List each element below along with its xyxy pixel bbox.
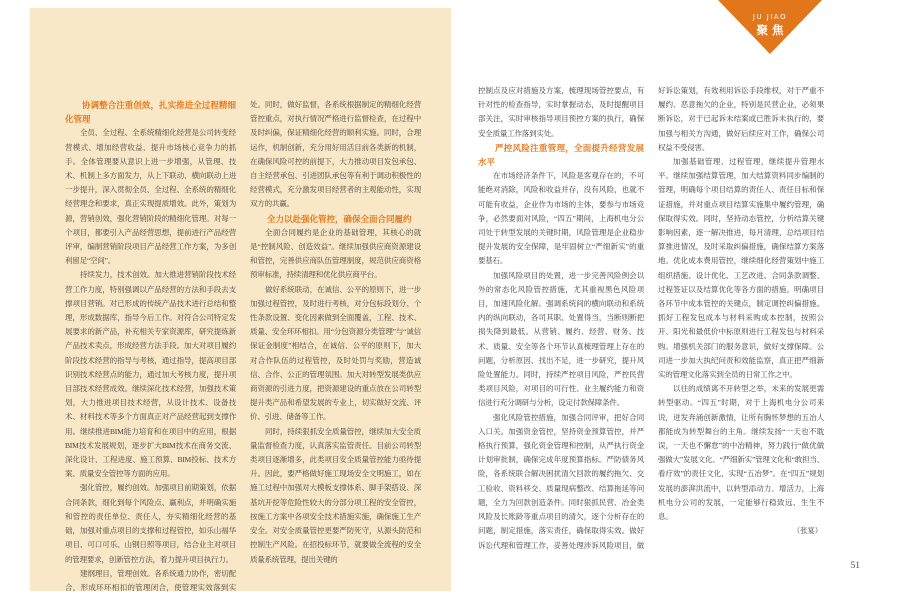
paragraph: 以往的成绩离不开转型之举，未来的发展更需转型驱动。“四五”时期，对于上海机电分公司来说，迸发奔涌创新激情，让所有胸怀梦想的五冶人都能成为转型舞台的主角。继续发扬“一天也不耽误，一天也不懈怠”的中冶精神，努力践行“做优做强做大”发展文化、“严细新实”管理文化和“敢担当、看疗效”的责任文化，实现“五冶梦”。在“四五”规划发展的澎湃洪流中，以转型添动力、增活力，上海机电分公司的发展，一定能够行稳致远、生生不息。	[658, 384, 824, 522]
paragraph: 同时，持续狠抓安全质量管控，继续加大安全质量监督检查力度，认真落实监管责任。目前公司转型类项目逐渐增多，此类项目安全质量管控能力亟待提升。因此，要严格做好施工现场安全文明施工，如在施工过程中加强对大模板支撑体系、脚手架搭设、深基坑开挖等危险性较大的分部分项工程的安全管控，按施工方案中各项安全技术措施实施，确保施工生产安全。对安全质量管控更要严防死守，从源头防范和控制生产风险。在招投标环节，就要做全流程的安全质量系统管理，提出关键的	[250, 426, 421, 564]
logo-title-text: 聚焦	[756, 25, 788, 37]
paragraph: 加强基础管理、过程管理，继续提升管理水平。继续加强结算管理，加大结算资料同步编制的管理，明确每个项目结算的责任人、责任目标和保证措施，并对重点项目结算实施集中履约管理，确保取得实效。同时，坚持动态管控，分析结算关键影响因素，逐一解决推进，每月清理、总结项目结算推进情况，及时采取纠偏措施，确保结算方案落地。优化成本费用管控，继续细化经营策划中施工组织措施、设计优化、工艺改进、合同条款调整、过程签证以及结算优化等各方面的措施。明确项目各环节中成本管控的关键点，制定调控纠偏措施。抓好工程发包成本与材料采购成本控制，按照公开、阳光和最低价中标原则进行工程发包与材料采购。增强机关部门的服务意识，做好支撑保障。公司进一步加大执纪问责和效能监察，真正把严细新实的管理文化落实到全员的日常工作之中。	[658, 157, 824, 380]
paragraph: 强化管控，履约创效。加强项目前期策划，依据合同条款，细化到每个风险点、赢利点，并明确实施和管控的责任单位、责任人，夯实精细化经营的基础，加强对重点项目的支撑和过程管控，如乐山福华项目、可口可乐、山钢日照等项目，结合业主对项目的管理要求，创新管控方法，着力提升项目执行力。	[65, 483, 236, 564]
paragraph: 加强风险项目的处置，进一步完善风险例会以外的常态化风险管控措施，尤其重视黑色风险项目，加速风险化解。强调系统间的横向联动和系统内的纵向联动，各司其职、处置得当，当断则断把损失降到最低。从营销、履约、经营、财务、技术、质量、安全等各个环节认真梳理管理上存在的问题，分析原因、找出不足，进一步研究，提升风险处置能力。同时，持续严控项目风险，严控民营类项目风险，对项目的可行性、业主履约能力和资信进行充分调研与分析，设定付款保障条件。	[478, 270, 644, 408]
right-page	[452, 0, 900, 600]
page-number: 51	[850, 561, 860, 571]
paragraph: 全员、全过程、全系统精细化经营是公司转变经营模式、增加经营收益、提升市场核心竞争力的抓手。全体管理要从意识上进一步增强，从管理、技术、机制上多方面发力，从上下联动、横向联动上进一步提升，深入贯彻全员、全过程、全系统的精细化经营理念和要求，真正实现提质增效。此外，策划为源，营销创效，强化营销阶段的精细化管理。对每一个项目，都要引入产品经营思想，提前进行产品经营评审，编制营销阶段项目产品经营工作方案，为多创利留足“空间”。	[65, 128, 236, 266]
jujiao-section-logo	[718, 0, 822, 54]
paragraph: 做好系统联动，在诚信、公平的原则下，进一步加强过程管控，及时进行考核，对分包标段划分、个性条款设置、变化因素做到全面覆盖，工程、技术、质量、安全环环相扣。用“分包资源分类管理”与“诚信保证金制度”相结合，在诚信、公平的原则下，加大对合作队伍的过程管控，及时处罚与奖励，营造诚信、合作、公正的管理氛围。加大对转型发展类供应商资源的引进力度，把资源建设的重点放在公司转型提升类产品和希望发展的专业上，切实做好交流、评价、引进、储备等工作。	[250, 284, 421, 422]
author-byline: （张宴）	[792, 526, 822, 536]
paragraph: 建纲理目，管理创效。各系统通力协作，密切配合，形成环环相扣的管理闭合，使管理实效落到实处。同时，做好监督，各系统根据制定的精细化经营管控重点，对执行情况严格进行监督检查，在过程中及时纠偏，保证精细化经营的顺利实施。同时，合理运作，机制创新，充分用好用活目前各类新的机制，在确保风险可控的前提下，大力推动项目发包承包、自主经营承包、引进团队承包等有利于调动积极性的经营模式，充分激发项目经营者的主观能动性，实现双方的共赢。	[65, 100, 421, 592]
left-page-text-columns	[65, 98, 421, 595]
paragraph: 持续发力，技术创效。加大推进营销阶段技术经营工作力度，特别强调以产品经营的方法和手段去支撑项目营销。对已形成的传统产品技术进行总结和整理，形成数据库，指导今后工作。对符合公司特定发展要求的新产品，补充相关专家资源库，研究提炼新产品技术卖点，形成经营方法手段。加大对项目履约阶段技术经营的指导与考核，通过指导，提高项目部识别技术经营点的能力，通过加大考核力度，提升项目部技术经营成效。继续深化技术经营，加强技术策划，大力推进项目技术经营，从设计技术、设备技术、材料技术等多个方面真正对产品经营起到支撑作用。继续推进BIM能力培育和在项目中的应用，根据BIM技术发展规划，逐步扩大BIM技术在商务交流、深化设计、工程进度、施工预算、BIM投标、技术方案、质量安全管控等方面的应用。	[65, 270, 236, 479]
paragraph-continuation: 控制点及应对措施及方案，梳理现场管控要点，有针对性的检查指导，实时掌握动态，及时提醒项目部关注，实时审核指导项目预控方案的执行，确保安全质量工作落到实处。	[478, 86, 644, 138]
paragraph: 强化风险管控措施，加强合同评审，把好合同入口关。加强资金管控，坚持资金预算管控，并严格执行预算，强化资金管理和控制，从严执行资金计划审批制，确保完成年度预算指标。严防债务风险，各系统联合解决困扰清欠回款的履约拖欠、交工验收、资料移交、质量现病整改、结算拖延等问题，全力为回款创造条件。同时狠抓民营、冶金类风险及长账龄等重点项目的清欠，逐个分析存在的问题，制定措施，落实责任，确保取得实效。做好诉讼代理和管理工作，妥善处理涉诉风险项目，做好诉讼策划，有效利用诉讼手段维权，对于严重不履约、恶意拖欠的企业，特别是民营企业，必须果断诉讼，对于已起诉未结案或已胜诉未执行的，要加强与相关方沟通，做好后续应对工作，确保公司权益不受侵害。	[478, 86, 824, 550]
left-page	[30, 8, 451, 591]
right-page-text-columns	[478, 84, 824, 553]
section1-heading: 协调整合注重创效，扎实推进全过程精细化管理	[65, 100, 236, 125]
paragraph: 在市场经济条件下，风险是客观存在的，不可能绝对消除，风险和收益并存，没有风险，也就不可能有收益，企业作为市场的主体，要参与市场竞争，必然要面对风险，“四五”期间，上海机电分公司处于转型发展的关键时期，风险管理是企业稳步提升发展的安全保障，是牢固树立“严细新实”的重要基石。	[478, 171, 644, 266]
section3-heading: 严控风险注重管理，全面提升经营发展水平	[478, 142, 644, 168]
paragraph: 全面合同履约是企业的基础管理，其核心的就是“控制风险、创造效益”。继续加强供应商资源建设和管控，完善供应商队伍管理制度，规范供应商资格预审标准，持续清理和优化供应商平台。	[250, 227, 421, 280]
section2-heading: 全力以赴强化管控，确保全面合同履约	[267, 213, 412, 224]
logo-romanized-text: JU JIAO	[752, 13, 788, 21]
